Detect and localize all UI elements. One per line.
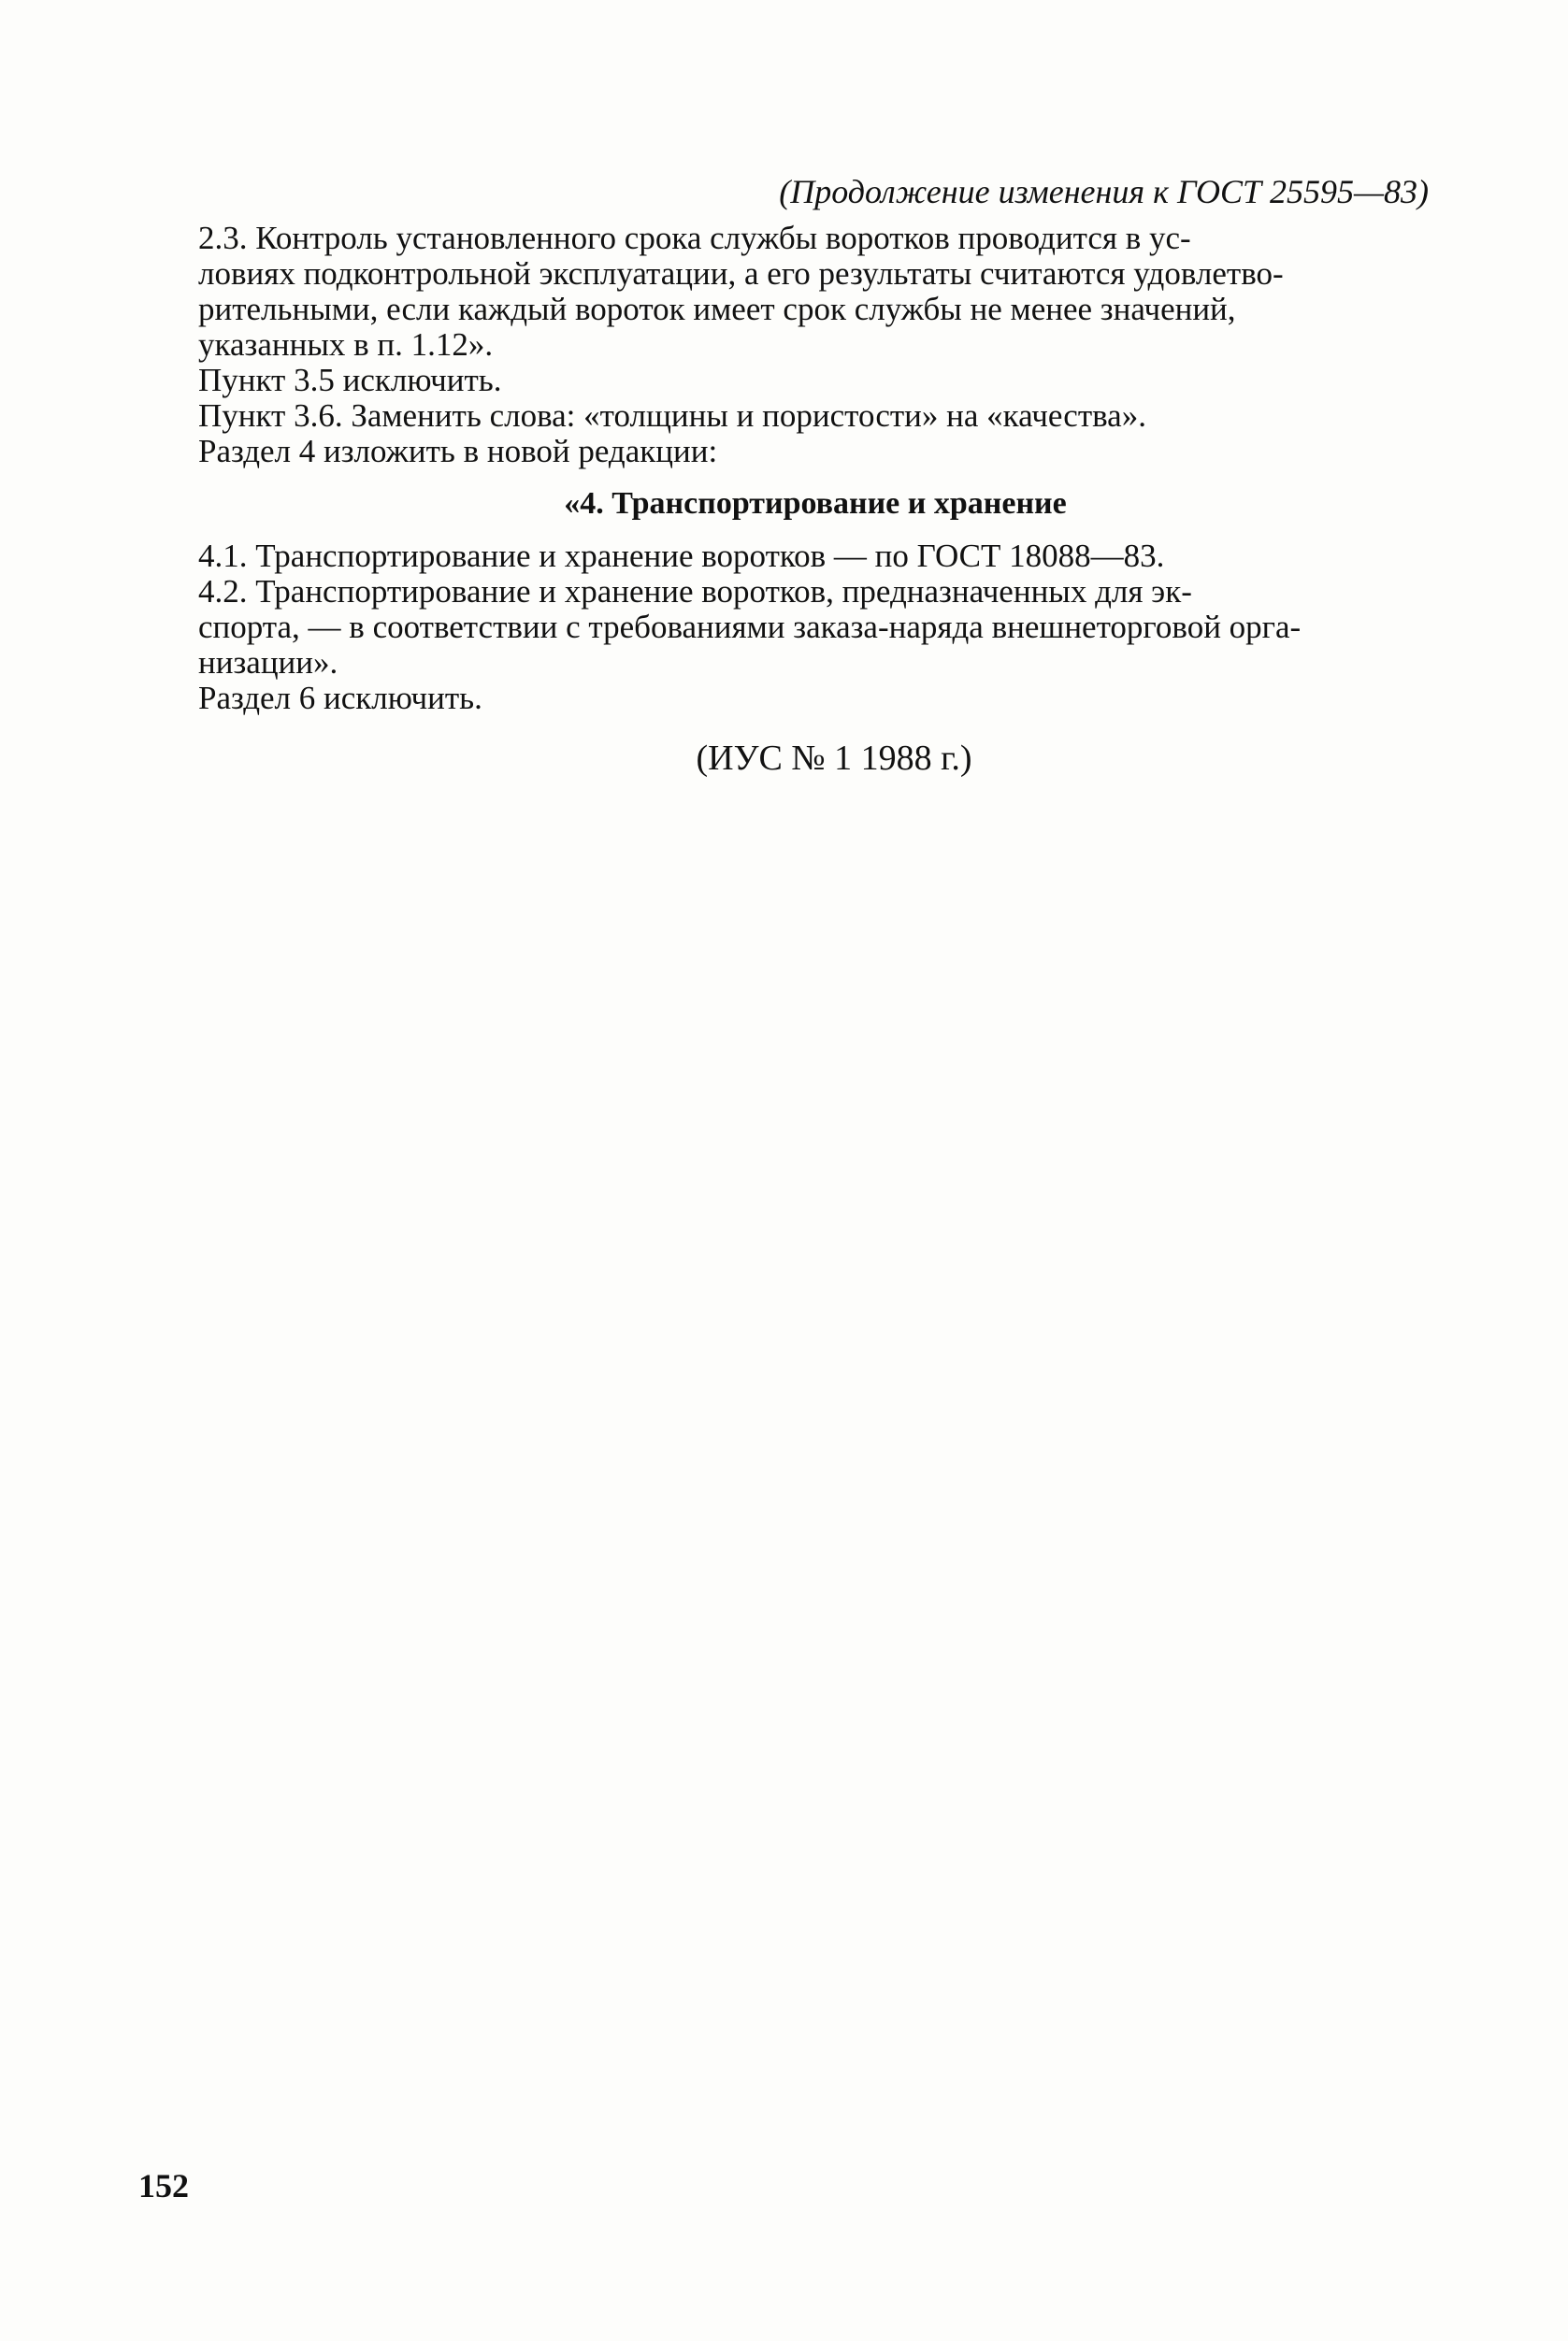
paragraph-4-2-line: спорта, — в соответствии с требованиями заказа-наряда внешнеторговой орга-: [198, 609, 1302, 645]
instruction-3-5: Пункт 3.5 исключить.: [198, 362, 502, 398]
paragraph-2-3-line: указанных в п. 1.12».: [198, 326, 494, 363]
page-number: 152: [138, 2167, 189, 2205]
instruction-section-6: Раздел 6 исключить.: [198, 680, 482, 716]
paragraph-2-3-line: рительными, если каждый вороток имеет срок службы не менее значений,: [198, 291, 1236, 327]
paragraph-4-1: 4.1. Транспортирование и хранение воротков — по ГОСТ 18088—83.: [198, 538, 1165, 574]
paragraph-2-3-line: ловиях подконтрольной эксплуатации, а его результаты считаются удовлетво-: [198, 255, 1284, 292]
paragraph-4-2-line: низации».: [198, 644, 338, 681]
paragraph-2-3: [198, 221, 1432, 363]
section-4-title: «4. Транспортирование и хранение: [564, 486, 1067, 521]
continuation-header: (Продолжение изменения к ГОСТ 25595—83): [779, 173, 1429, 210]
source-reference: (ИУС № 1 1988 г.): [696, 739, 972, 778]
instruction-section-4: Раздел 4 изложить в новой редакции:: [198, 433, 718, 469]
instruction-3-6: Пункт 3.6. Заменить слова: «толщины и пористости» на «качества».: [198, 397, 1146, 434]
document-body: [198, 174, 1432, 776]
paragraph-4-2: [198, 574, 1432, 681]
paragraph-2-3-line: 2.3. Контроль установленного срока службы воротков проводится в ус-: [198, 220, 1191, 256]
paragraph-4-2-line: 4.2. Транспортирование и хранение воротков, предназначенных для эк-: [198, 573, 1192, 610]
